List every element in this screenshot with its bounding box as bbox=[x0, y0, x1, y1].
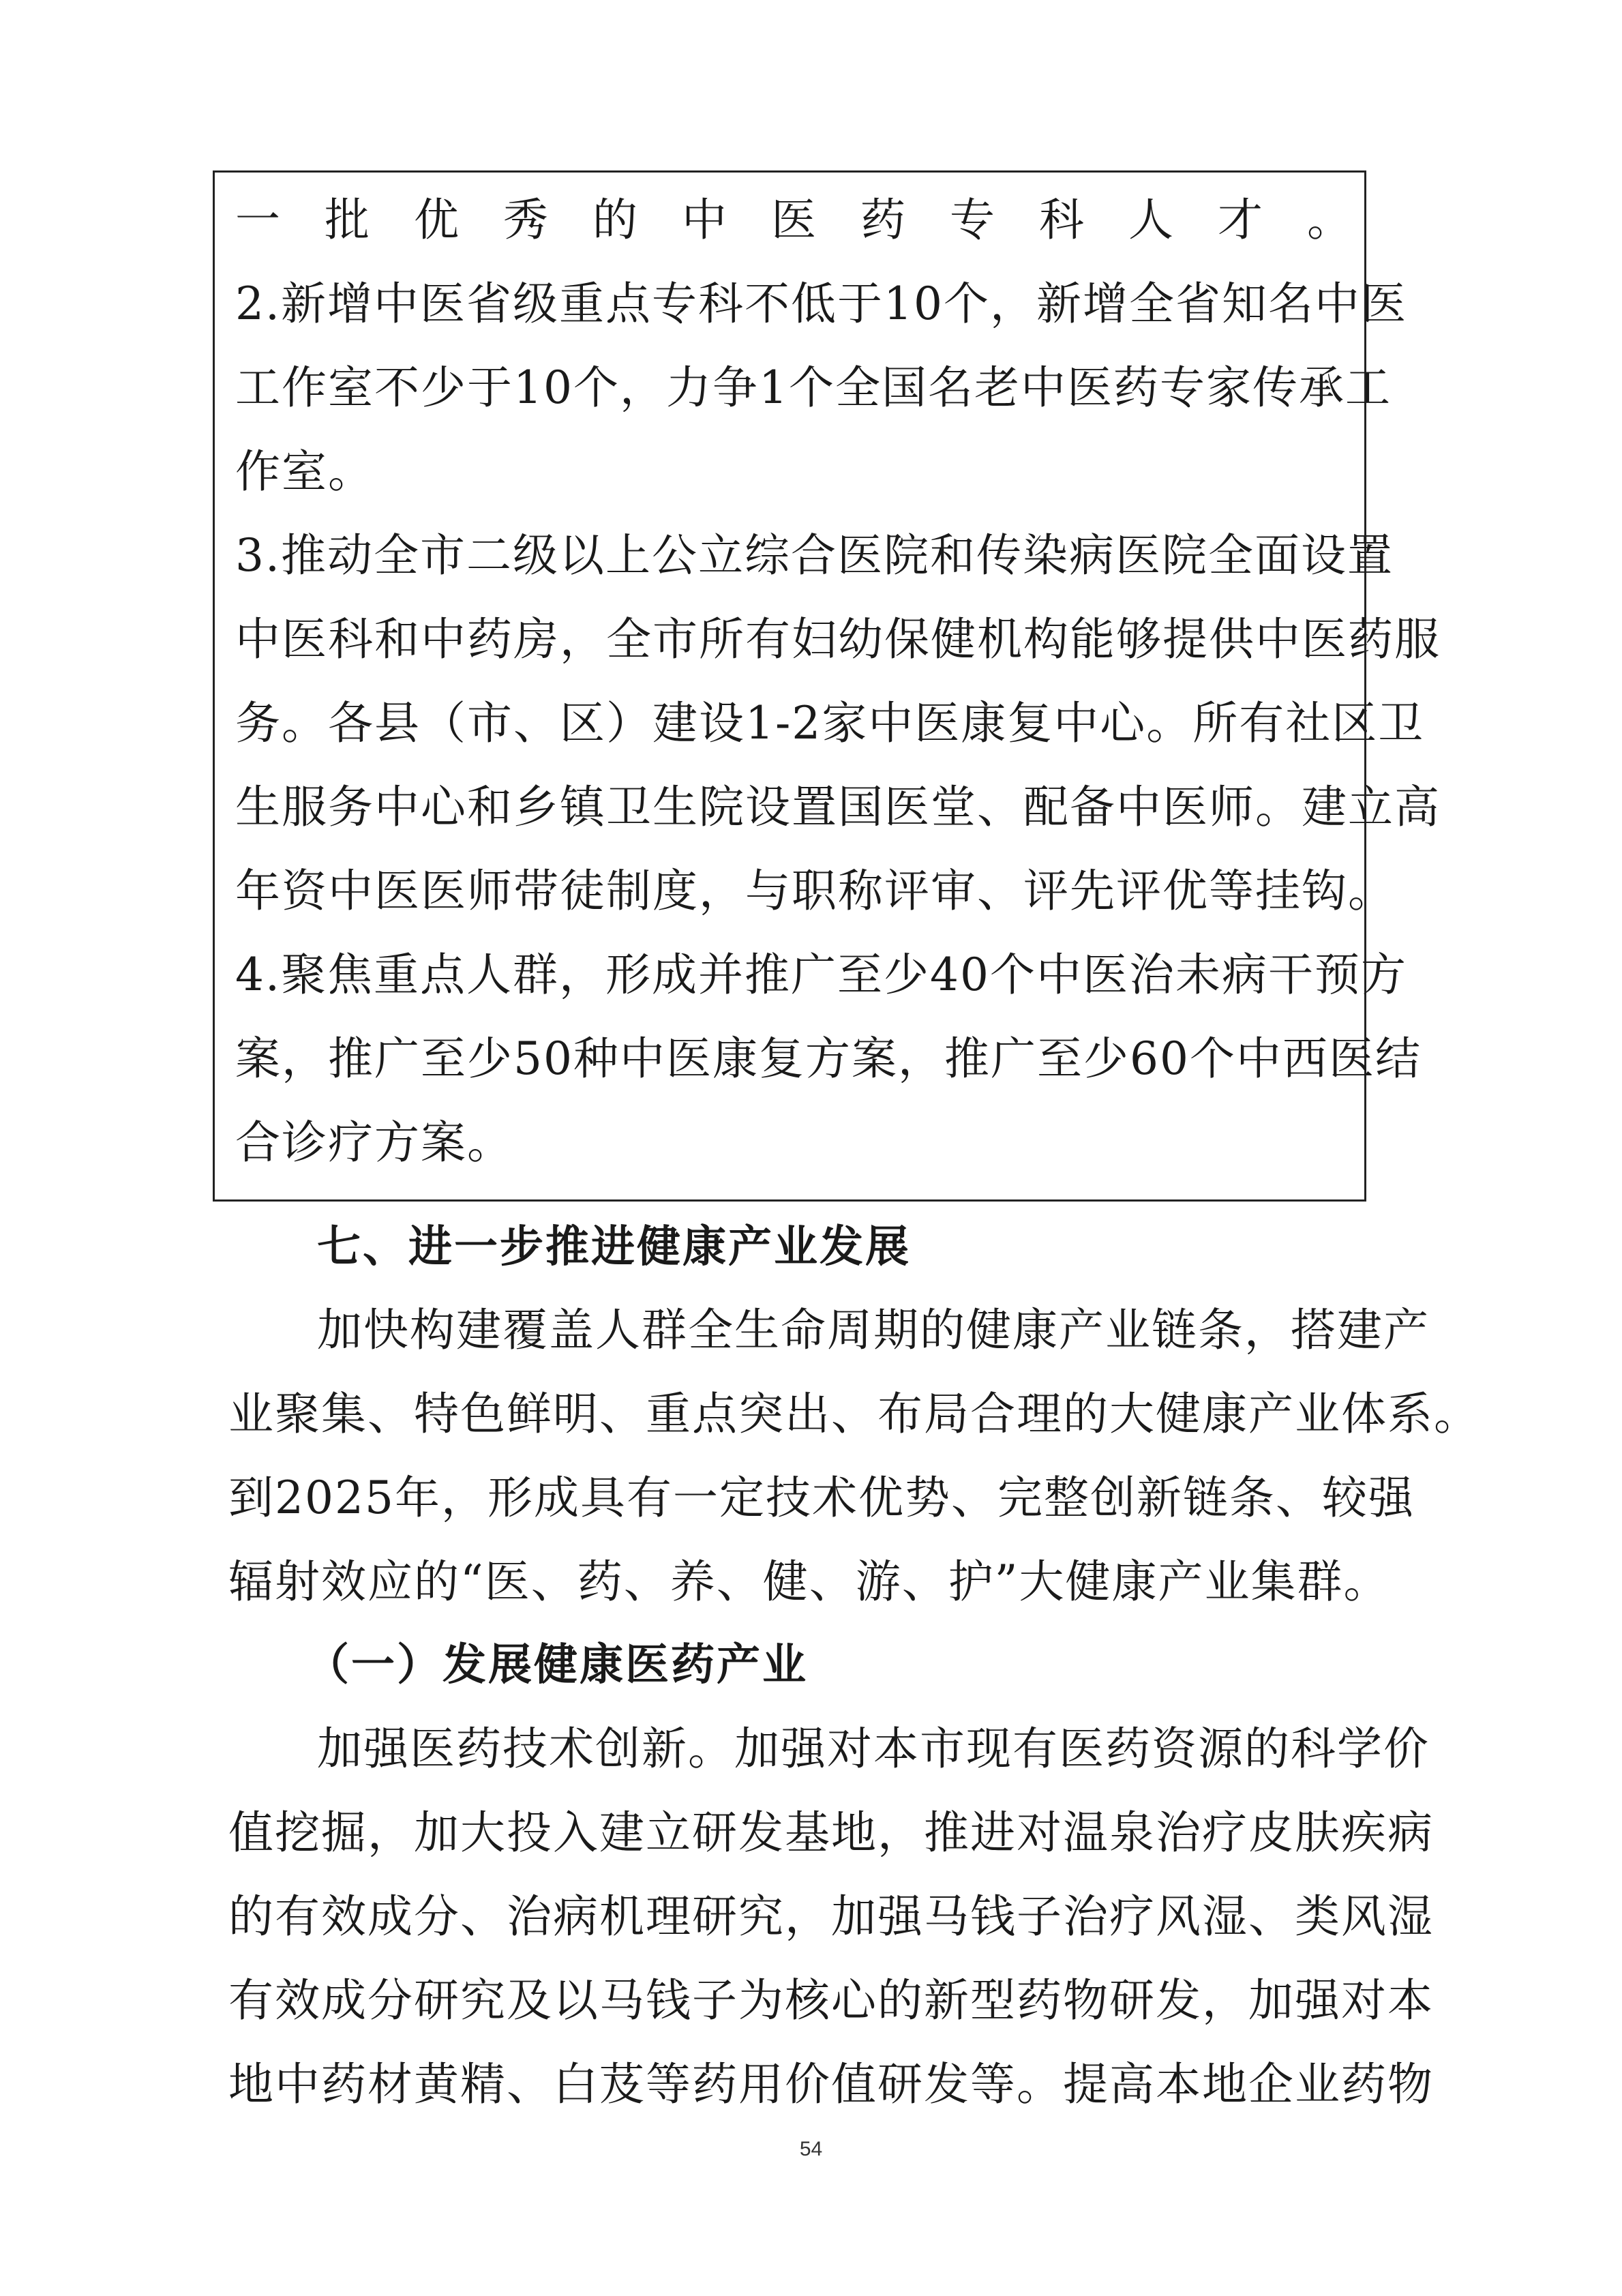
subsection-heading: （一）发展健康医药产业 bbox=[305, 1640, 808, 1690]
paragraph-line: 辐射效应的“医、药、养、健、游、护”大健康产业集群。 bbox=[228, 1555, 1390, 1608]
box-line: 案，推广至少50种中医康复方案，推广至少60个中西医结 bbox=[235, 1032, 1422, 1085]
box-line: 作室。 bbox=[235, 445, 374, 498]
box-line: 工作室不少于10个，力争1个全国名老中医药专家传承工 bbox=[235, 361, 1392, 414]
paragraph-line: 的有效成分、治病机理研究，加强马钱子治疗风湿、类风湿 bbox=[228, 1890, 1434, 1943]
box-line: 合诊疗方案。 bbox=[235, 1116, 513, 1169]
paragraph-line: 业聚集、特色鲜明、重点突出、布局合理的大健康产业体系。 bbox=[228, 1388, 1480, 1440]
paragraph-line: 有效成分研究及以马钱子为核心的新型药物研发，加强对本 bbox=[228, 1974, 1434, 2027]
paragraph-line: 地中药材黄精、白芨等药用价值研发等。提高本地企业药物 bbox=[228, 2058, 1434, 2111]
paragraph-line: 到2025年，形成具有一定技术优势、完整创新链条、较强 bbox=[228, 1472, 1415, 1524]
box-line: 中医科和中药房，全市所有妇幼保健机构能够提供中医药服 bbox=[235, 613, 1441, 666]
page-number: 54 bbox=[799, 2138, 823, 2160]
box-line: 年资中医医师带徒制度，与职称评审、评先评优等挂钩。 bbox=[235, 865, 1394, 917]
box-line: 一批优秀的中医药专科人才。 bbox=[235, 194, 1353, 246]
paragraph-line: 值挖掘，加大投入建立研发基地，推进对温泉治疗皮肤疾病 bbox=[228, 1806, 1434, 1859]
box-line: 3.推动全市二级以上公立综合医院和传染病医院全面设置 bbox=[235, 529, 1394, 582]
box-line: 务。各县（市、区）建设1-2家中医康复中心。所有社区卫 bbox=[235, 697, 1425, 749]
paragraph-line: 加强医药技术创新。加强对本市现有医药资源的科学价 bbox=[317, 1723, 1430, 1775]
box-line: 生服务中心和乡镇卫生院设置国医堂、配备中医师。建立高 bbox=[235, 781, 1441, 833]
box-line: 4.聚焦重点人群，形成并推广至少40个中医治未病干预方 bbox=[235, 949, 1407, 1001]
box-line: 2.新增中医省级重点专科不低于10个，新增全省知名中医 bbox=[235, 278, 1407, 330]
section-heading: 七、进一步推进健康产业发展 bbox=[317, 1222, 911, 1272]
paragraph-line: 加快构建覆盖人群全生命周期的健康产业链条，搭建产 bbox=[317, 1304, 1430, 1356]
goals-box bbox=[213, 170, 1441, 1202]
